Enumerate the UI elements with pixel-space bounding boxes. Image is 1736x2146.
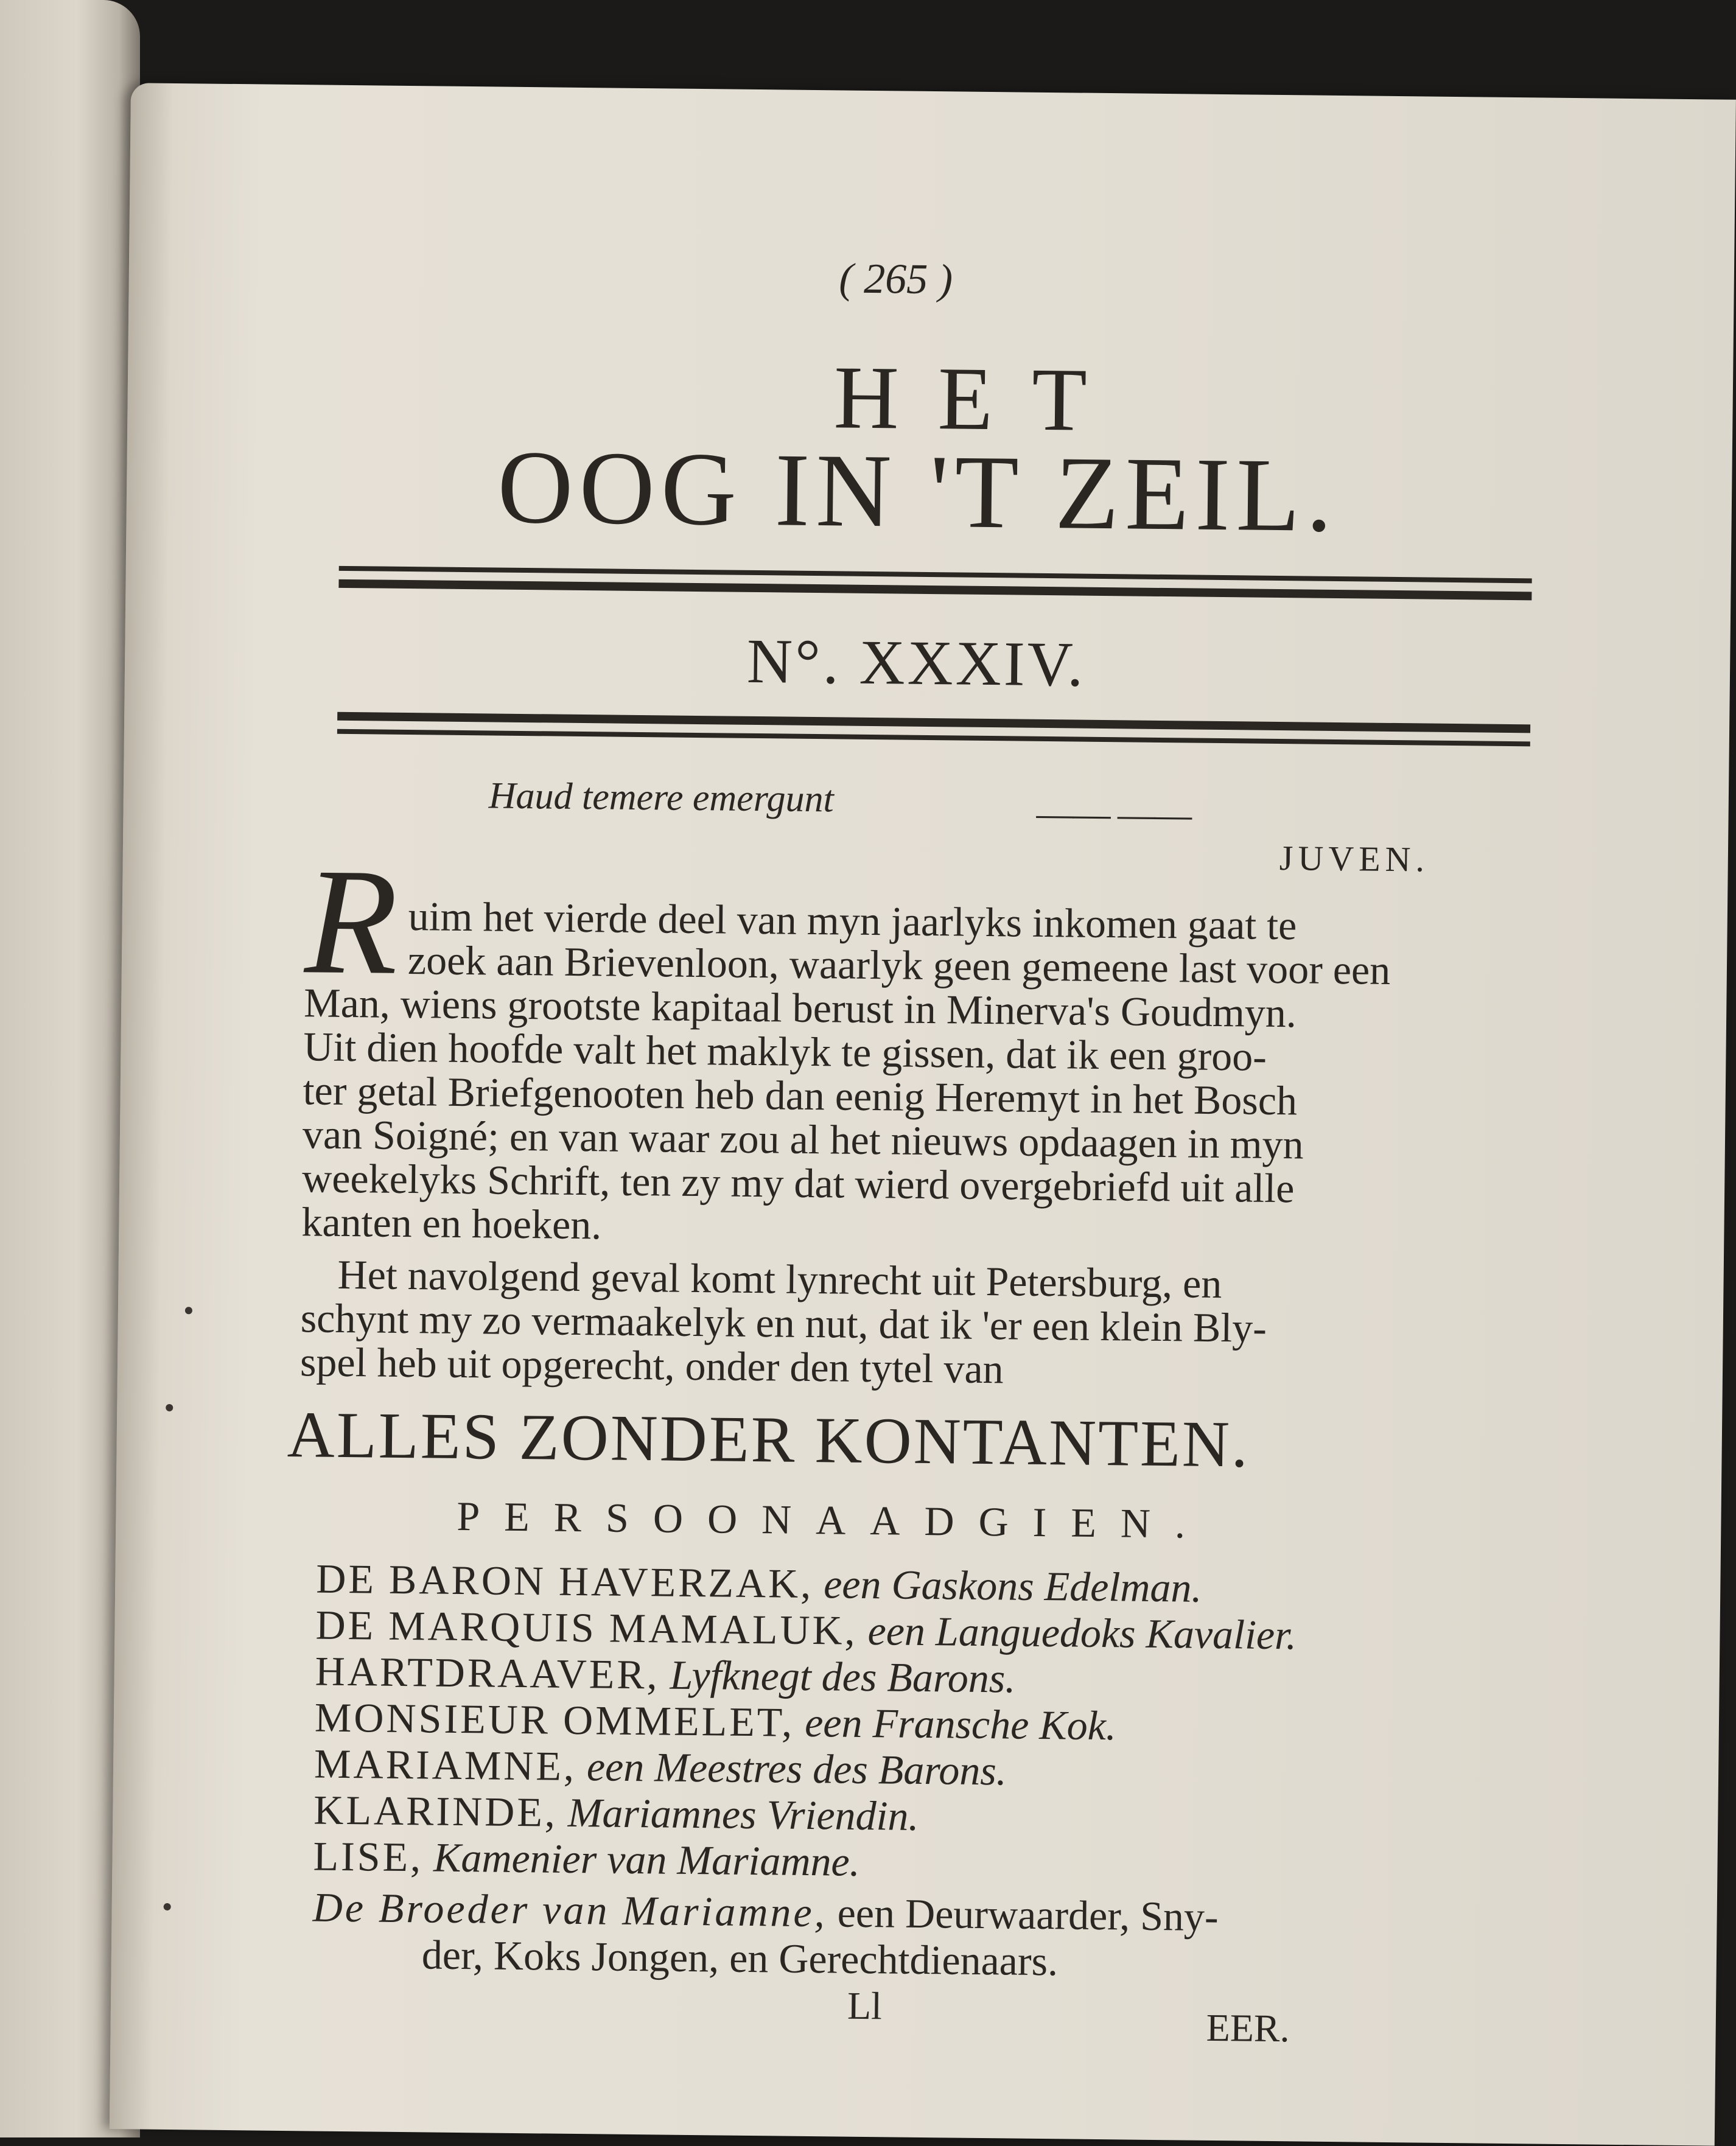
body-line: ter getal Briefgenooten heb dan eenig Heremyt in het Bosch (303, 1067, 1298, 1124)
cast-name: DE MARQUIS MAMALUK, (315, 1601, 858, 1654)
cast-desc: een Fransche Kok. (804, 1699, 1117, 1749)
ink-spot (166, 1404, 173, 1411)
title-top: HET (833, 348, 1127, 451)
drop-cap: R (304, 837, 399, 1007)
body-line: Het navolgend geval komt lynrecht uit Petersburg, en (337, 1251, 1222, 1307)
body-line: spel heb uit opgerecht, onder den tytel van (299, 1338, 1004, 1393)
issue-number: N°. XXXIV. (746, 626, 1086, 700)
cast-desc: Lyfknegt des Barons. (670, 1651, 1016, 1702)
cast-name: MARIAMNE, (313, 1740, 577, 1790)
cast-name: De Broeder van Mariamne, (312, 1884, 828, 1936)
cast-entry (314, 1694, 1117, 1749)
page-number: ( 265 ) (839, 255, 953, 304)
motto-quote: Haud temere emergunt (488, 775, 835, 820)
cast-name: DE BARON HAVERZAK, (315, 1555, 814, 1607)
body-line: Uit dien hoofde valt het maklyk te gissen, dat ik een groo- (303, 1023, 1267, 1080)
cast-name: KLARINDE, (313, 1786, 558, 1836)
cast-entry (315, 1555, 1202, 1611)
cast-entry (421, 1931, 1059, 1985)
signature-mark: Ll (847, 1983, 883, 2028)
body-line: kanten en hoeken. (301, 1198, 602, 1248)
cast-desc: een Meestres des Barons. (586, 1743, 1007, 1794)
motto-author: JUVEN. (1279, 838, 1430, 879)
title-rule-thick (338, 579, 1531, 601)
ink-spot (185, 1307, 192, 1314)
body-line: Man, wiens grootste kapitaal berust in Minerva's Goudmyn. (303, 979, 1297, 1036)
cast-heading: PERSOONAADGIEN. (457, 1492, 1210, 1547)
issue-rule-thin (337, 729, 1530, 747)
cast-desc: een Languedoks Kavalier. (867, 1607, 1297, 1658)
cast-desc: Kamenier van Mariamne. (433, 1834, 861, 1885)
cast-entry (315, 1601, 1297, 1658)
body-line: uim het vierde deel van myn jaarlyks inkomen gaat te (408, 893, 1297, 949)
cast-name: LISE, (313, 1833, 424, 1881)
page-title: OOG IN 'T ZEIL. (497, 429, 1339, 554)
cast-entry (313, 1833, 861, 1885)
issue-rule-thick (337, 712, 1530, 733)
ink-spot (164, 1903, 171, 1910)
cast-desc: een Deurwaarder, Sny- (837, 1889, 1219, 1940)
book-page (110, 83, 1736, 2145)
cast-entry (313, 1786, 919, 1839)
cast-entry (313, 1740, 1007, 1794)
cast-entry (315, 1648, 1016, 1702)
cast-name: HARTDRAAVER, (315, 1648, 660, 1698)
cast-desc: Mariamnes Vriendin. (567, 1789, 919, 1839)
body-line: weekelyks Schrift, ten zy my dat wierd overgebriefd uit alle (301, 1155, 1295, 1212)
cast-desc: der, Koks Jongen, en Gerechtdienaars. (421, 1931, 1059, 1985)
body-line: schynt my zo vermaakelyk en nut, dat ik 'er een klein Bly- (300, 1295, 1267, 1351)
catchword: EER. (1206, 2005, 1290, 2050)
cast-desc: een Gaskons Edelman. (823, 1561, 1202, 1611)
body-line: zoek aan Brievenloon, waarlyk geen gemeene last voor een (407, 937, 1391, 993)
cast-name: MONSIEUR OMMELET, (314, 1694, 795, 1746)
cast-entry (312, 1884, 1219, 1940)
motto-dashes: —— —— (1036, 792, 1191, 836)
play-title: ALLES ZONDER KONTANTEN. (287, 1399, 1250, 1481)
body-line: van Soigné; en van waar zou al het nieuws opdaagen in myn (302, 1111, 1304, 1168)
